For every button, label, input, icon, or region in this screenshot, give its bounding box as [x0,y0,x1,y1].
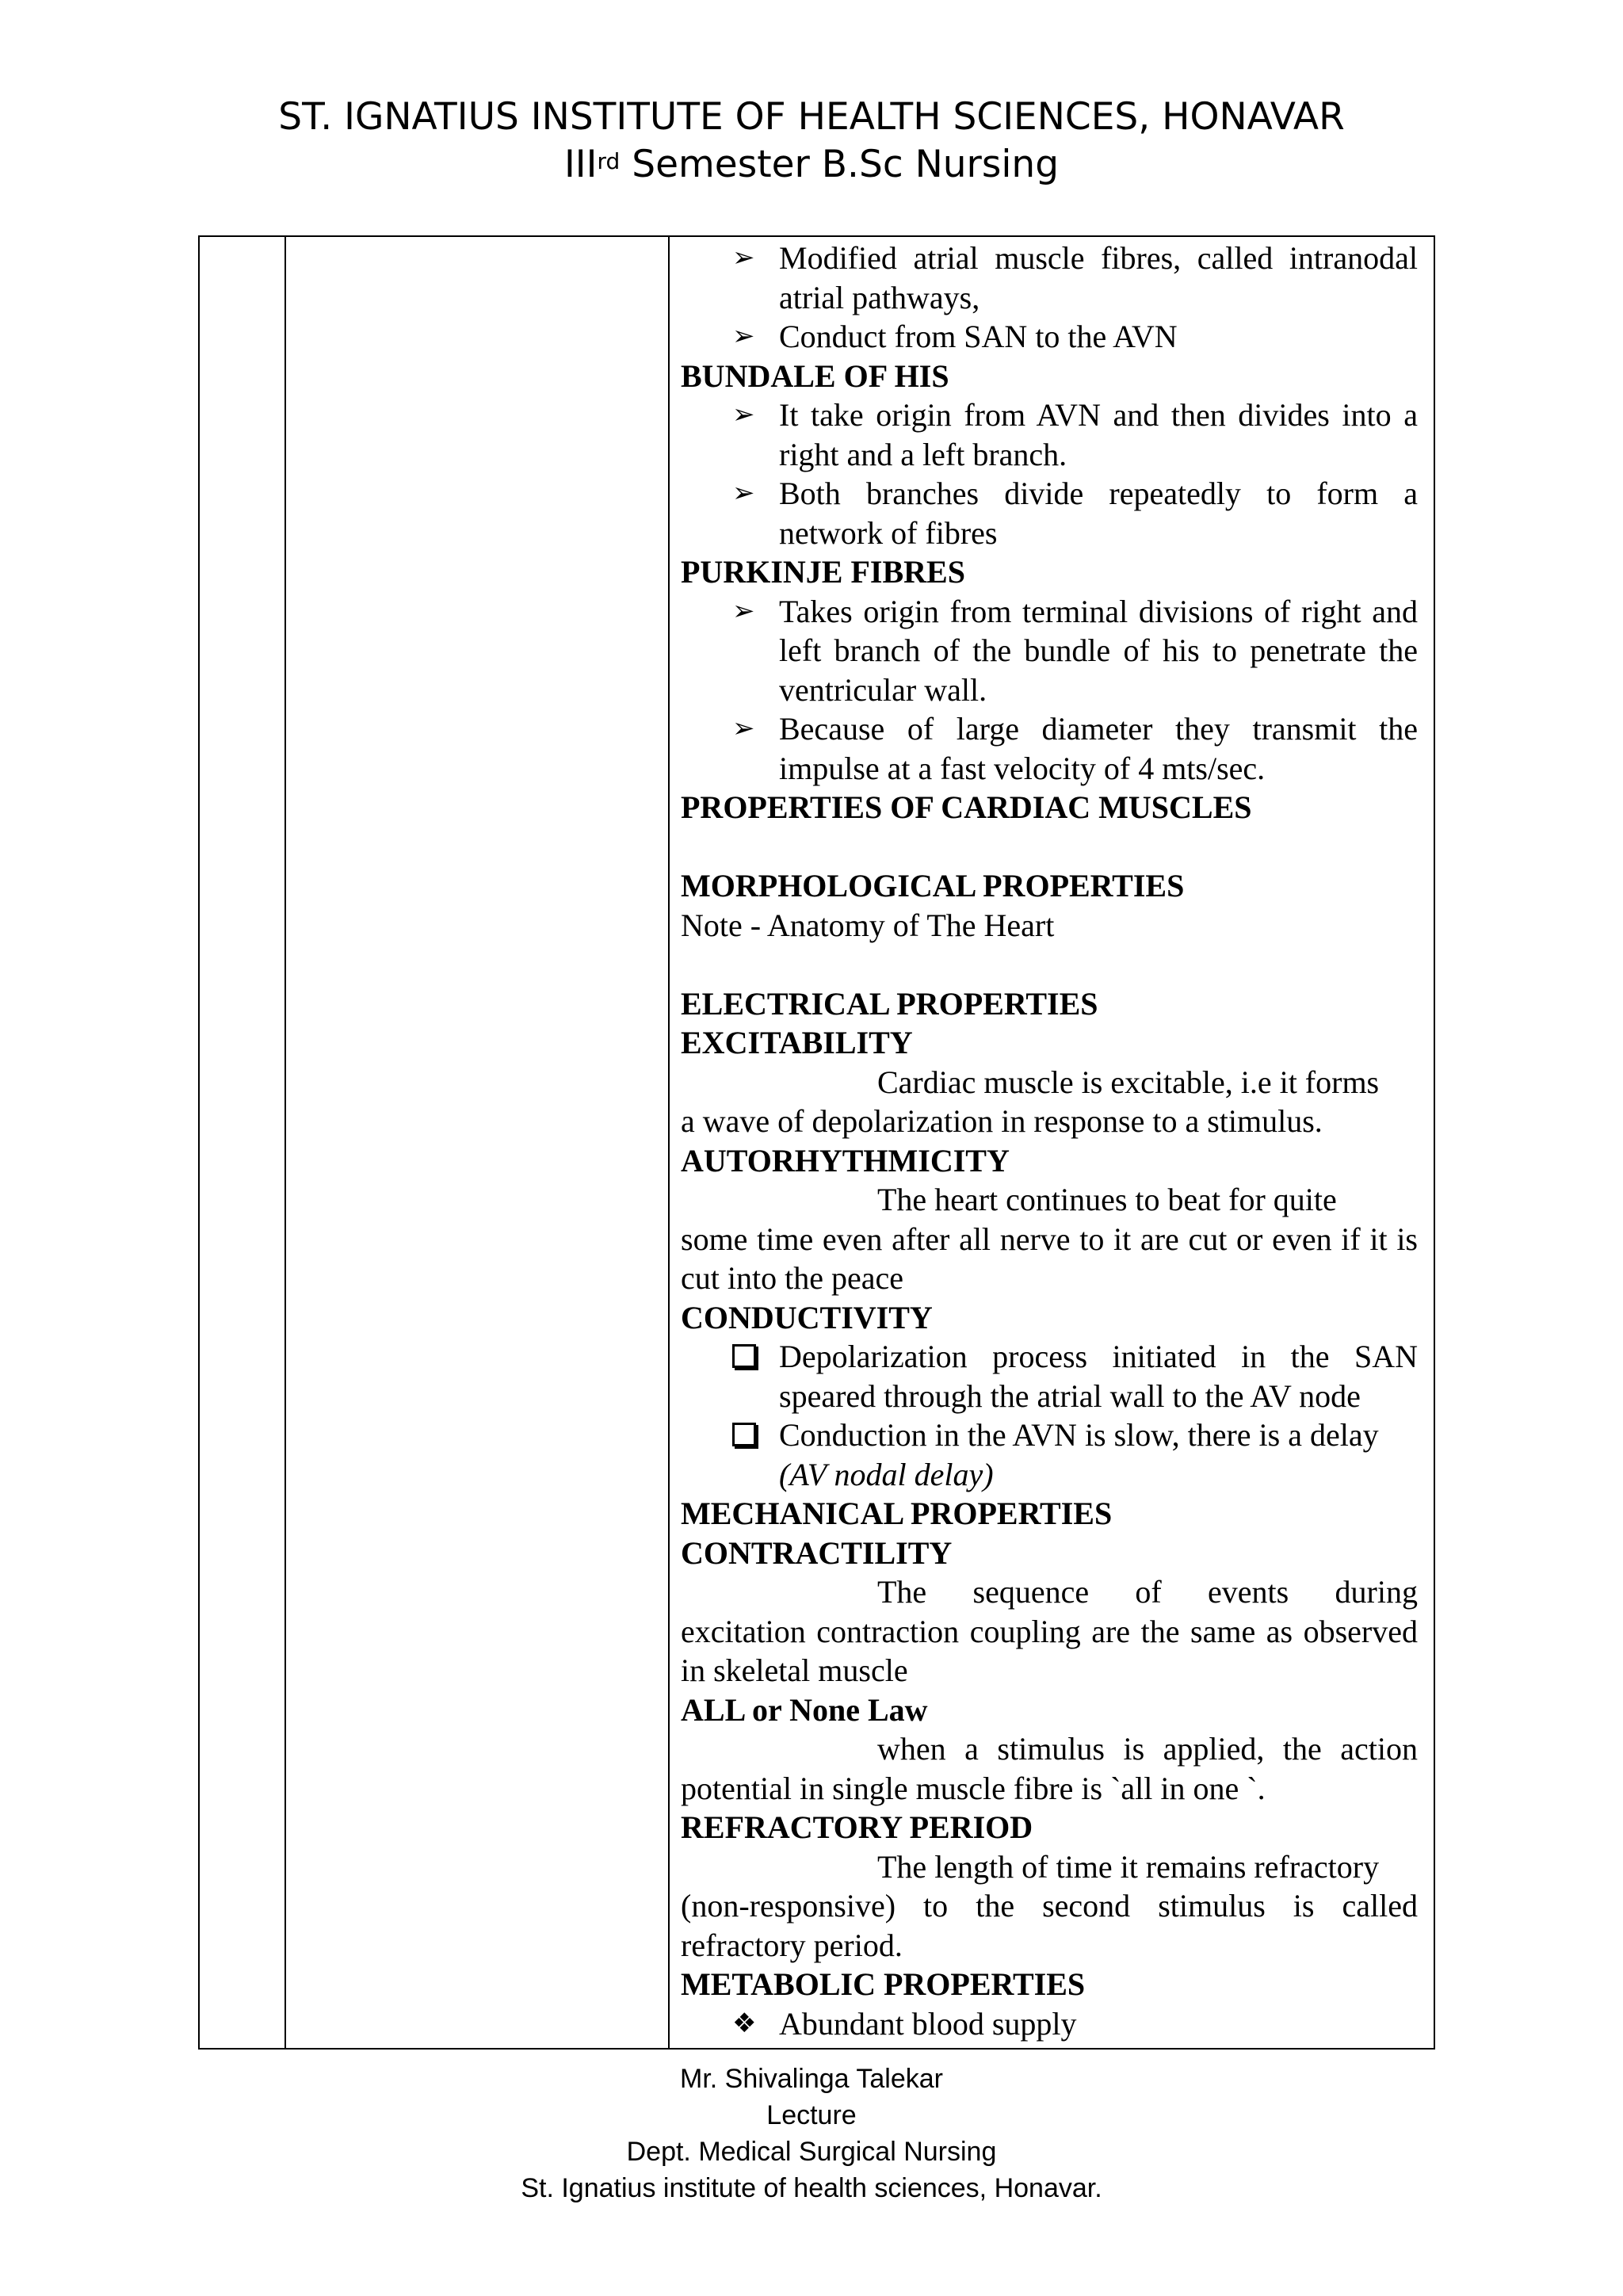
semester-line: IIIrd Semester B.Sc Nursing [563,143,1060,186]
paragraph-text: potential in single muscle fibre is `all in one `. [681,1770,1266,1806]
paragraph-text: a wave of depolarization in response to a stimulus. [681,1103,1323,1139]
note-text: Note - Anatomy of The Heart [681,907,1055,943]
department: Dept. Medical Surgical Nursing [626,2137,997,2167]
section-heading: MECHANICAL PROPERTIES [681,1496,1113,1531]
list-item: ➢ Takes origin from terminal divisions of right and left branch of the bundle of his to penetrate the ventricular wall. [732,593,1418,708]
subsection-heading: REFRACTORY PERIOD [681,1809,1033,1845]
arrow-bullet-icon: ➢ [732,594,755,627]
paragraph-lead: The heart continues to beat for quite [877,1182,1337,1217]
paragraph-text: some time even after all nerve to it are cut or even if it is cut into the peace [681,1221,1418,1296]
arrow-bullet-icon: ➢ [732,477,755,509]
section-heading: PROPERTIES OF CARDIAC MUSCLES [681,789,1252,825]
paragraph-lead: Cardiac muscle is excitable, i.e it forms [877,1064,1380,1100]
notes-column [681,239,1418,2043]
paragraph-lead: The sequence of events during [877,1574,1418,1610]
page-header [0,94,1623,189]
diamond-bullet-icon: ❖ [732,2007,757,2039]
list-item: ➢ Because of large diameter they transmit the impulse at a fast velocity of 4 mts/sec. [732,711,1418,786]
section-heading: MORPHOLOGICAL PROPERTIES [681,868,1185,904]
list-item: Conduction in the AVN is slow, there is a delay (AV nodal delay) [681,1415,1418,1494]
arrow-bullet-icon: ➢ [732,242,755,273]
paragraph-lead: The length of time it remains refractory [877,1848,1380,1885]
checkbox-bullet-icon [732,1337,764,1377]
list-item: Depolarization process initiated in the SAN speared through the atrial wall to the AV node [681,1337,1418,1415]
list-item: ❖ Abundant blood supply [681,2004,1418,2044]
section-heading: ELECTRICAL PROPERTIES [681,985,1098,1022]
arrow-bullet-icon: ➢ [732,399,755,430]
subsection-heading: ALL or None Law [681,1691,928,1728]
section-heading: BUNDALE OF HIS [681,357,949,394]
subsection-heading: CONDUCTIVITY [681,1299,933,1335]
list-item: ➢ Conduct from SAN to the AVN [681,317,1418,357]
column-divider [285,237,286,2048]
author-title: Lecture [766,2100,857,2130]
column-divider [668,237,670,2048]
author-name: Mr. Shivalinga Talekar [680,2064,943,2094]
subsection-heading: CONTRACTILITY [681,1534,953,1571]
list-item: ➢ Modified atrial muscle fibres, called intranodal atrial pathways, [732,240,1418,315]
paragraph-lead: when a stimulus is applied, the action [877,1731,1418,1767]
paragraph-text: excitation contraction coupling are the same as observed in skeletal muscle [681,1613,1418,1688]
arrow-bullet-icon: ➢ [732,320,755,352]
section-heading: PURKINJE FIBRES [681,554,965,590]
institute-title: ST. IGNATIUS INSTITUTE OF HEALTH SCIENCES, HONAVAR [278,95,1345,139]
section-heading: METABOLIC PROPERTIES [681,1966,1086,2002]
subsection-heading: AUTORHYTHMICITY [681,1142,1010,1179]
institution: St. Ignatius institute of health sciences, Honavar. [521,2173,1102,2203]
page-footer [0,2061,1623,2206]
list-item: ➢ It take origin from AVN and then divides into a right and a left branch. [732,397,1418,472]
paragraph-text: (non-responsive) to the second stimulus is called refractory period. [681,1888,1418,1963]
list-item: ➢ Both branches divide repeatedly to form a network of fibres [732,476,1418,551]
checkbox-bullet-icon [732,1415,764,1456]
arrow-bullet-icon: ➢ [732,712,755,744]
subsection-heading: EXCITABILITY [681,1025,913,1060]
